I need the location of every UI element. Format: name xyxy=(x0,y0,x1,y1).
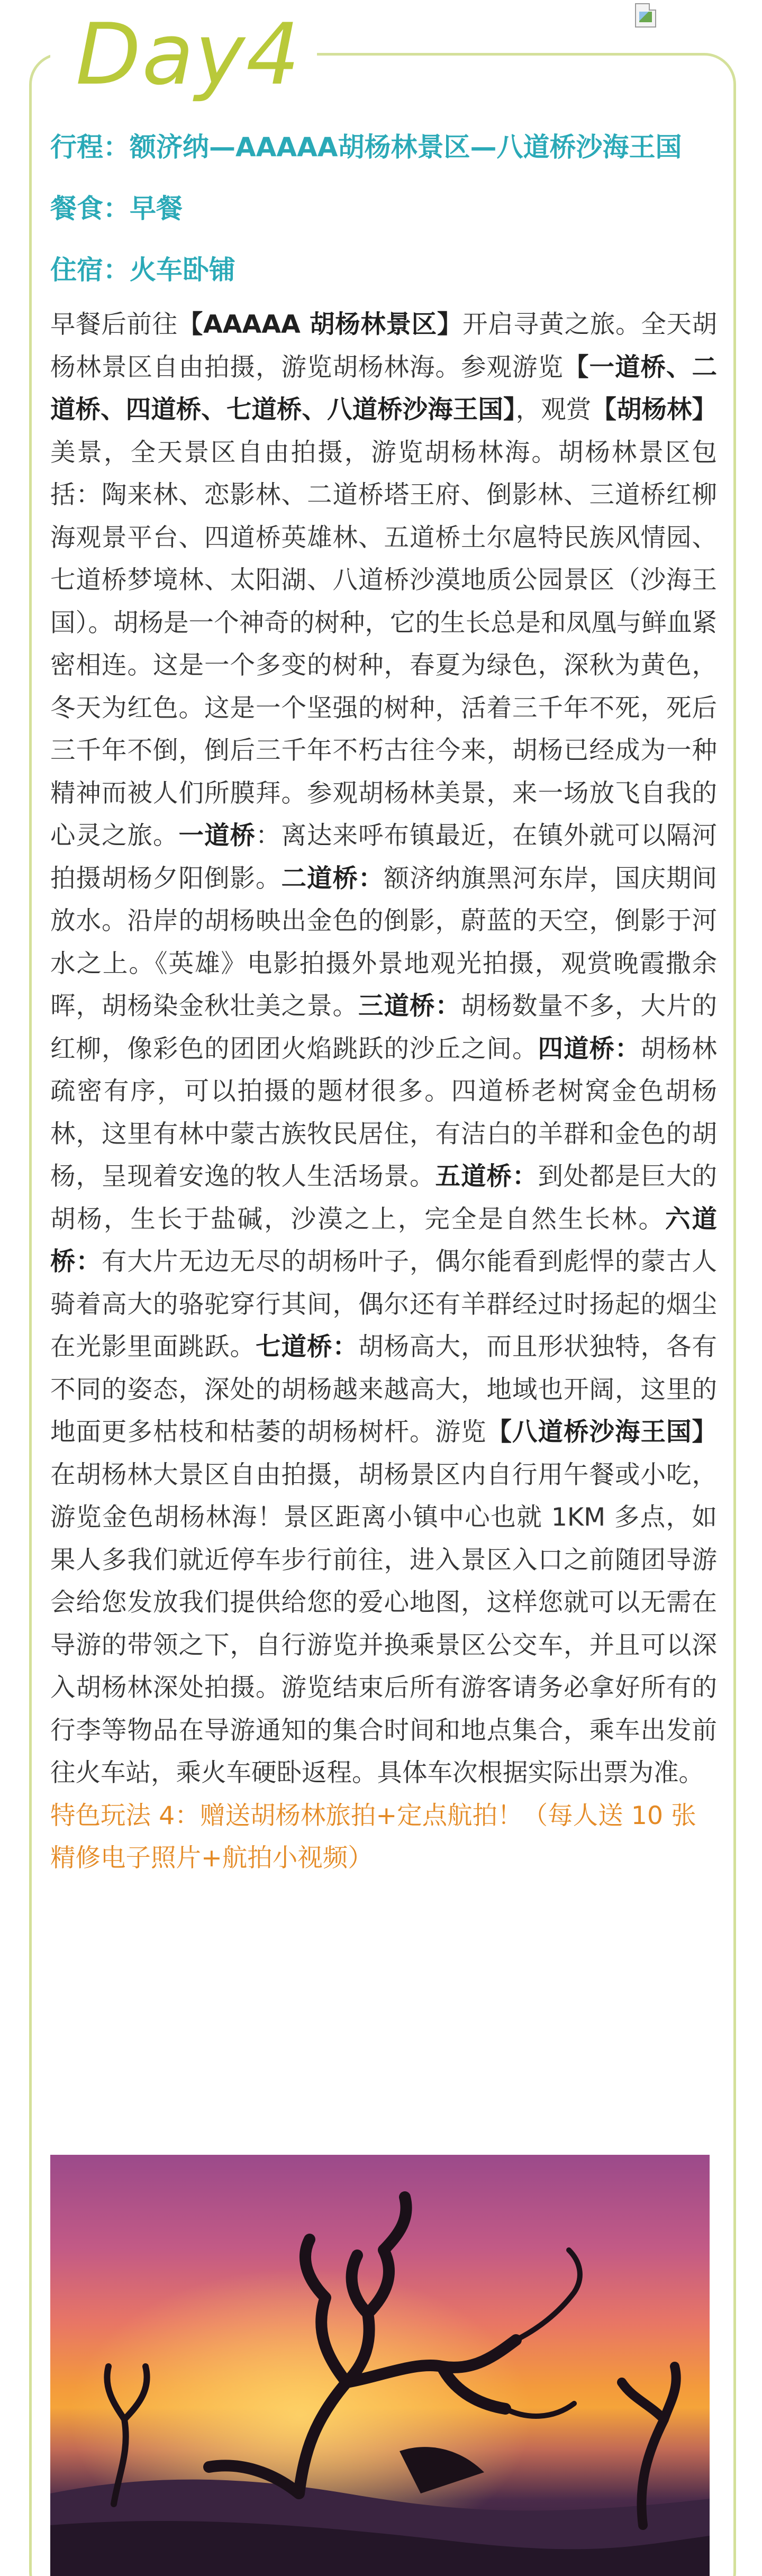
body-segment: 美景，全天景区自由拍摄，游览胡杨林海。胡杨林景区包括：陶来林、恋影林、二道桥塔王府、倒影林、三道桥红柳海观景平台、四道桥英雄林、五道桥土尔扈特民族风情园、七道桥梦境林、太阳湖、八道桥沙漠地质公园景区（沙海王国）。胡杨是一个神奇的树种，它的生长总是和凤凰与鲜血紧密相连。这是一个多变的树种，春夏为绿色，深秋为黄色，冬天为红色。这是一个坚强的树种，活着三千年不死，死后三千年不倒，倒后三千年不朽古往今来，胡杨已经成为一种精神而被人们所膜拜。参观胡杨林美景，来一场放飞自我的心灵之旅。 xyxy=(50,438,717,850)
body-segment: ，观赏 xyxy=(515,395,592,424)
body-segment: 胡杨数量不多，大片的红柳，像彩色的团团火焰跳跃的沙丘之间。 xyxy=(50,992,717,1064)
body-segment: 在胡杨林大景区自由拍摄，胡杨景区内自行用午餐或小吃，游览金色胡杨林海！景区距离小镇中心也就 1KM 多点，如果人多我们就近停车步行前往，进入景区入口之前随团导游会给您发放我们提供给您的爱心地图，这样您就可以无需在导游的带领之下，自行游览并换乘景区公交车，并且可以深入胡杨林深处拍摄。游览结束后所有游客请务必拿好所有的行李等物品在导游通知的集合时间和地点集合，乘车出发前往火车站，乘火车硬卧返程。具体车次根据实际出票为准。 xyxy=(50,1460,717,1788)
body-highlight: 六道桥： xyxy=(50,1204,718,1276)
body-segment: ：离达来呼布镇最近，在镇外就可以隔河拍摄胡杨夕阳倒影。 xyxy=(50,821,717,893)
body-segment: 胡杨林疏密有序，可以拍摄的题材很多。四道桥老树窝金色胡杨林，这里有林中蒙古族牧民居住，有洁白的羊群和金色的胡杨，呈现着安逸的牧人生活场景。 xyxy=(50,1034,717,1191)
body-segment: 有大片无边无尽的胡杨叶子，偶尔能看到彪悍的蒙古人骑着高大的骆驼穿行其间，偶尔还有羊群经过时扬起的烟尘在光影里面跳跃。 xyxy=(50,1247,717,1362)
lodging-line: 住宿：火车卧铺 xyxy=(50,255,235,285)
day-content xyxy=(50,116,717,1880)
body-segment: 额济纳旗黑河东岸，国庆期间放水。沿岸的胡杨映出金色的倒影，蔚蓝的天空，倒影于河水之上。《英雄》电影拍摄外景地观光拍摄，观赏晚霞撒余晖，胡杨染金秋壮美之景。 xyxy=(50,864,717,1021)
body-highlight: 【一道桥、二道桥、四道桥、七道桥、八道桥沙海王国】 xyxy=(50,352,717,424)
body-highlight: 七道桥： xyxy=(256,1332,358,1362)
body-highlight: 【八道桥沙海王国】 xyxy=(486,1418,717,1447)
body-highlight: 四道桥： xyxy=(538,1034,641,1064)
day-title: Day4 xyxy=(50,4,317,105)
body-highlight: 一道桥 xyxy=(178,821,256,850)
body-segment: 胡杨高大，而且形状独特，各有不同的姿态，深处的胡杨越来越高大，地域也开阔，这里的地面更多枯枝和枯萎的胡杨树杆。游览 xyxy=(50,1332,717,1447)
tree-silhouette-illustration xyxy=(50,2155,710,2576)
broken-image-icon xyxy=(634,2,663,30)
body-segment: 开启寻黄之旅。全天胡杨林景区自由拍摄，游览胡杨林海。参观游览 xyxy=(50,310,718,382)
body-segment: 早餐后前往 xyxy=(50,310,178,339)
body-highlight: 三道桥： xyxy=(358,992,461,1021)
body-highlight: 二道桥： xyxy=(281,864,384,893)
body-highlight: 五道桥： xyxy=(435,1162,538,1191)
body-highlight: 【胡杨林】 xyxy=(591,395,718,424)
itinerary-line: 行程：额济纳—AAAAA胡杨林景区—八道桥沙海王国 xyxy=(50,132,682,162)
itinerary-description xyxy=(50,304,717,1795)
populus-euphratica-sunset-photo xyxy=(50,2155,710,2576)
body-highlight: 【AAAAA 胡杨林景区】 xyxy=(177,310,463,339)
meals-line: 餐食：早餐 xyxy=(50,193,183,224)
body-segment: 到处都是巨大的胡杨，生长于盐碱，沙漠之上，完全是自然生长林。 xyxy=(50,1162,717,1234)
special-offer: 特色玩法 4：赠送胡杨林旅拍+定点航拍！（每人送 10 张精修电子照片+航拍小视频） xyxy=(50,1801,696,1873)
